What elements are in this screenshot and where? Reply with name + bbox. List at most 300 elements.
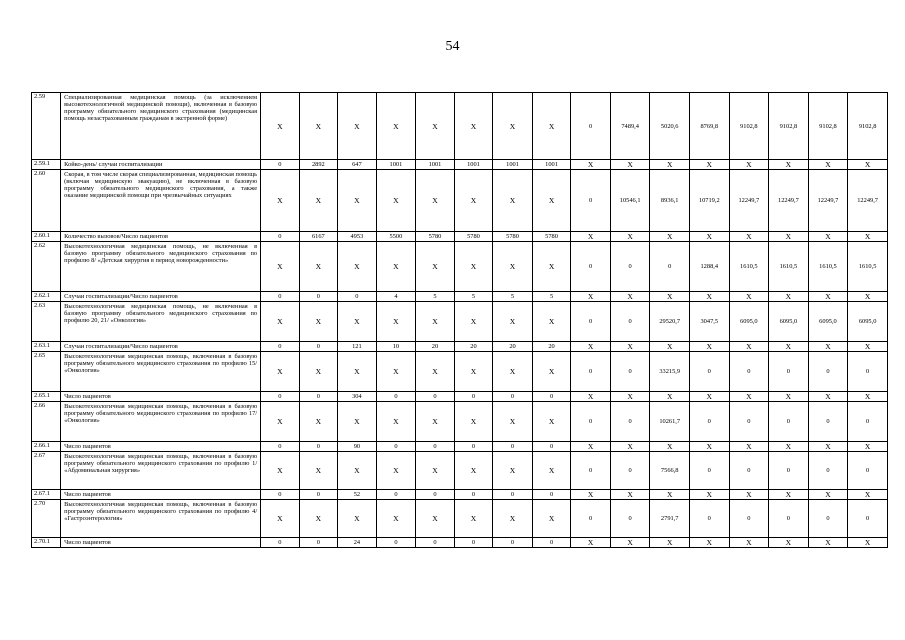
value-cell: 3047,5 — [690, 302, 730, 342]
value-cell: 1001 — [376, 160, 416, 170]
row-code: 2.59.1 — [32, 160, 61, 170]
value-cell: X — [261, 452, 300, 490]
value-cell: 12249,7 — [769, 170, 809, 232]
value-cell: X — [610, 538, 650, 548]
value-cell: 0 — [729, 452, 769, 490]
value-cell: X — [690, 160, 730, 170]
value-cell: 0 — [376, 392, 416, 402]
value-cell: 90 — [338, 442, 377, 452]
value-cell: X — [261, 352, 300, 392]
value-cell: X — [610, 490, 650, 500]
value-cell: X — [650, 232, 690, 242]
value-cell: X — [338, 402, 377, 442]
value-cell: X — [454, 352, 493, 392]
table-row — [32, 442, 888, 452]
value-cell: 0 — [299, 490, 338, 500]
value-cell: X — [808, 442, 848, 452]
row-code: 2.66 — [32, 402, 61, 442]
row-description: Число пациентов — [61, 538, 261, 548]
table-row — [32, 93, 888, 160]
value-cell: X — [729, 292, 769, 302]
value-cell: 0 — [571, 242, 611, 292]
value-cell: 5780 — [532, 232, 571, 242]
value-cell: X — [299, 170, 338, 232]
value-cell: 0 — [261, 392, 300, 402]
value-cell: X — [493, 242, 533, 292]
value-cell: X — [848, 442, 888, 452]
value-cell: X — [808, 342, 848, 352]
value-cell: 0 — [454, 490, 493, 500]
value-cell: 0 — [769, 402, 809, 442]
value-cell: X — [650, 442, 690, 452]
value-cell: 0 — [454, 392, 493, 402]
value-cell: 0 — [729, 500, 769, 538]
value-cell: 0 — [376, 538, 416, 548]
value-cell: X — [338, 242, 377, 292]
value-cell: 0 — [848, 352, 888, 392]
value-cell: X — [769, 342, 809, 352]
value-cell: X — [493, 500, 533, 538]
value-cell: X — [376, 352, 416, 392]
value-cell: 304 — [338, 392, 377, 402]
value-cell: X — [690, 538, 730, 548]
value-cell: X — [454, 452, 493, 490]
value-cell: 20 — [532, 342, 571, 352]
value-cell: 10719,2 — [690, 170, 730, 232]
value-cell: X — [729, 442, 769, 452]
value-cell: 0 — [769, 452, 809, 490]
value-cell: 9102,8 — [808, 93, 848, 160]
value-cell: X — [690, 442, 730, 452]
value-cell: X — [261, 242, 300, 292]
value-cell: X — [848, 392, 888, 402]
value-cell: 0 — [376, 442, 416, 452]
value-cell: X — [416, 93, 455, 160]
table-row — [32, 160, 888, 170]
value-cell: X — [416, 452, 455, 490]
value-cell: 0 — [610, 302, 650, 342]
value-cell: X — [690, 232, 730, 242]
value-cell: X — [454, 402, 493, 442]
value-cell: X — [769, 442, 809, 452]
value-cell: 0 — [848, 402, 888, 442]
value-cell: 29520,7 — [650, 302, 690, 342]
value-cell: X — [650, 160, 690, 170]
value-cell: X — [454, 93, 493, 160]
value-cell: X — [808, 160, 848, 170]
value-cell: X — [571, 538, 611, 548]
value-cell: 5500 — [376, 232, 416, 242]
value-cell: X — [493, 93, 533, 160]
value-cell: X — [808, 538, 848, 548]
row-code: 2.60.1 — [32, 232, 61, 242]
value-cell: 5780 — [454, 232, 493, 242]
value-cell: 9102,8 — [729, 93, 769, 160]
value-cell: 0 — [454, 538, 493, 548]
value-cell: 0 — [690, 352, 730, 392]
page-number: 54 — [445, 39, 460, 54]
value-cell: X — [650, 538, 690, 548]
row-description: Высокотехнологичная медицинская помощь, не включенная в базовую программу обязательного медицинского страхования по профилю 8/ «Детская хирургия в период новорожденности» — [61, 242, 261, 292]
value-cell: 6095,0 — [769, 302, 809, 342]
value-cell: X — [416, 352, 455, 392]
value-cell: 5 — [532, 292, 571, 302]
value-cell: 7566,8 — [650, 452, 690, 490]
value-cell: 0 — [493, 490, 533, 500]
value-cell: 0 — [571, 170, 611, 232]
value-cell: X — [454, 500, 493, 538]
value-cell: X — [493, 452, 533, 490]
value-cell: X — [848, 342, 888, 352]
value-cell: 0 — [571, 500, 611, 538]
value-cell: X — [532, 352, 571, 392]
value-cell: X — [299, 402, 338, 442]
value-cell: X — [690, 342, 730, 352]
value-cell: X — [610, 232, 650, 242]
row-code: 2.63 — [32, 302, 61, 342]
value-cell: 0 — [532, 490, 571, 500]
row-code: 2.66.1 — [32, 442, 61, 452]
value-cell: X — [532, 402, 571, 442]
value-cell: 5 — [493, 292, 533, 302]
value-cell: X — [729, 392, 769, 402]
value-cell: 0 — [532, 538, 571, 548]
value-cell: 4 — [376, 292, 416, 302]
row-description: Число пациентов — [61, 442, 261, 452]
row-code: 2.70.1 — [32, 538, 61, 548]
value-cell: 10261,7 — [650, 402, 690, 442]
row-description: Высокотехнологичная медицинская помощь, включенная в базовую программу обязательного медицинского страхования по профилю 17/ «Онкология» — [61, 402, 261, 442]
value-cell: X — [532, 242, 571, 292]
value-cell: 10546,1 — [610, 170, 650, 232]
value-cell: 9102,8 — [848, 93, 888, 160]
value-cell: 0 — [571, 402, 611, 442]
value-cell: 647 — [338, 160, 377, 170]
value-cell: 0 — [729, 352, 769, 392]
value-cell: 1001 — [416, 160, 455, 170]
value-cell: 121 — [338, 342, 377, 352]
value-cell: X — [493, 352, 533, 392]
value-cell: 10 — [376, 342, 416, 352]
value-cell: X — [848, 232, 888, 242]
value-cell: X — [493, 302, 533, 342]
row-description: Высокотехнологичная медицинская помощь, включенная в базовую программу обязательного медицинского страхования по профилю 15/ «Онкология» — [61, 352, 261, 392]
value-cell: X — [808, 490, 848, 500]
value-cell: X — [376, 402, 416, 442]
row-code: 2.65.1 — [32, 392, 61, 402]
value-cell: 0 — [571, 452, 611, 490]
value-cell: X — [571, 232, 611, 242]
value-cell: X — [532, 500, 571, 538]
table-row — [32, 170, 888, 232]
value-cell: X — [650, 292, 690, 302]
value-cell: X — [610, 392, 650, 402]
value-cell: X — [769, 538, 809, 548]
row-description: Случаи госпитализации/Число пациентов — [61, 342, 261, 352]
value-cell: X — [454, 170, 493, 232]
value-cell: 0 — [690, 402, 730, 442]
value-cell: X — [808, 292, 848, 302]
value-cell: 0 — [808, 452, 848, 490]
value-cell: 5020,6 — [650, 93, 690, 160]
value-cell: 0 — [299, 538, 338, 548]
value-cell: 0 — [808, 402, 848, 442]
value-cell: 20 — [416, 342, 455, 352]
value-cell: 0 — [610, 452, 650, 490]
value-cell: X — [261, 93, 300, 160]
value-cell: X — [610, 160, 650, 170]
value-cell: 0 — [848, 452, 888, 490]
value-cell: 0 — [493, 392, 533, 402]
value-cell: X — [532, 170, 571, 232]
value-cell: 0 — [261, 442, 300, 452]
value-cell: 0 — [690, 452, 730, 490]
value-cell: 24 — [338, 538, 377, 548]
value-cell: 6167 — [299, 232, 338, 242]
table-row — [32, 242, 888, 292]
value-cell: 0 — [532, 442, 571, 452]
value-cell: X — [338, 170, 377, 232]
value-cell: X — [376, 242, 416, 292]
value-cell: X — [261, 402, 300, 442]
value-cell: 0 — [261, 538, 300, 548]
value-cell: 0 — [416, 392, 455, 402]
row-description: Количество вызовов/Число пациентов — [61, 232, 261, 242]
value-cell: X — [338, 452, 377, 490]
row-code: 2.67.1 — [32, 490, 61, 500]
value-cell: X — [808, 392, 848, 402]
row-description: Специализированная медицинская помощь (за исключением высокотехнологичной медицинской помощи), включенная в базовую программу обязательного медицинского страхования (медицинская помощь незастрахованным гражданам в экстренной форме) — [61, 93, 261, 160]
value-cell: 1001 — [454, 160, 493, 170]
value-cell: X — [650, 392, 690, 402]
value-cell: 6095,0 — [848, 302, 888, 342]
table-row — [32, 352, 888, 392]
value-cell: 0 — [454, 442, 493, 452]
table-row — [32, 232, 888, 242]
table-body — [32, 93, 888, 548]
value-cell: 6095,0 — [808, 302, 848, 342]
row-description: Число пациентов — [61, 392, 261, 402]
row-code: 2.63.1 — [32, 342, 61, 352]
value-cell: X — [690, 292, 730, 302]
row-code: 2.70 — [32, 500, 61, 538]
value-cell: 1610,5 — [848, 242, 888, 292]
value-cell: 0 — [493, 442, 533, 452]
value-cell: X — [261, 302, 300, 342]
value-cell: X — [532, 93, 571, 160]
value-cell: 0 — [261, 342, 300, 352]
value-cell: X — [376, 93, 416, 160]
table-row — [32, 392, 888, 402]
value-cell: 0 — [769, 500, 809, 538]
value-cell: 0 — [376, 490, 416, 500]
value-cell: X — [729, 160, 769, 170]
value-cell: X — [729, 232, 769, 242]
value-cell: X — [299, 452, 338, 490]
value-cell: X — [571, 292, 611, 302]
value-cell: 1001 — [532, 160, 571, 170]
value-cell: 2791,7 — [650, 500, 690, 538]
value-cell: X — [690, 392, 730, 402]
value-cell: X — [769, 392, 809, 402]
table-row — [32, 500, 888, 538]
value-cell: 0 — [299, 292, 338, 302]
value-cell: X — [610, 342, 650, 352]
value-cell: X — [416, 302, 455, 342]
value-cell: X — [729, 490, 769, 500]
value-cell: 0 — [729, 402, 769, 442]
value-cell: 0 — [261, 232, 300, 242]
value-cell: 1610,5 — [808, 242, 848, 292]
row-code: 2.67 — [32, 452, 61, 490]
value-cell: X — [769, 232, 809, 242]
value-cell: 5 — [454, 292, 493, 302]
value-cell: 8936,1 — [650, 170, 690, 232]
value-cell: X — [650, 342, 690, 352]
value-cell: X — [299, 93, 338, 160]
value-cell: X — [650, 490, 690, 500]
value-cell: 12249,7 — [729, 170, 769, 232]
value-cell: X — [376, 500, 416, 538]
value-cell: 0 — [610, 402, 650, 442]
value-cell: 0 — [571, 302, 611, 342]
value-cell: X — [571, 160, 611, 170]
value-cell: X — [338, 352, 377, 392]
value-cell: 5780 — [493, 232, 533, 242]
table-row — [32, 342, 888, 352]
value-cell: 1288,4 — [690, 242, 730, 292]
table-row — [32, 402, 888, 442]
value-cell: 0 — [299, 392, 338, 402]
value-cell: X — [532, 452, 571, 490]
value-cell: X — [769, 292, 809, 302]
table-row — [32, 302, 888, 342]
value-cell: X — [848, 538, 888, 548]
value-cell: X — [769, 160, 809, 170]
row-description: Случаи госпитализации/Число пациентов — [61, 292, 261, 302]
value-cell: 0 — [261, 160, 300, 170]
row-description: Высокотехнологичная медицинская помощь, включенная в базовую программу обязательного медицинского страхования по профилю 4/ «Гастроэнтерология» — [61, 500, 261, 538]
row-description: Высокотехнологичная медицинская помощь, включенная в базовую программу обязательного медицинского страхования по профилю 1/ «Абдоминальная хирургия» — [61, 452, 261, 490]
value-cell: X — [729, 538, 769, 548]
value-cell: X — [848, 490, 888, 500]
value-cell: 0 — [299, 342, 338, 352]
value-cell: X — [808, 232, 848, 242]
value-cell: 20 — [454, 342, 493, 352]
value-cell: X — [769, 490, 809, 500]
value-cell: 2892 — [299, 160, 338, 170]
value-cell: X — [571, 392, 611, 402]
value-cell: X — [454, 302, 493, 342]
table-row — [32, 292, 888, 302]
value-cell: 0 — [808, 352, 848, 392]
value-cell: 0 — [769, 352, 809, 392]
value-cell: X — [299, 352, 338, 392]
value-cell: 0 — [532, 392, 571, 402]
value-cell: X — [416, 402, 455, 442]
value-cell: 0 — [690, 500, 730, 538]
value-cell: 20 — [493, 342, 533, 352]
value-cell: 0 — [493, 538, 533, 548]
value-cell: 0 — [416, 442, 455, 452]
value-cell: 0 — [848, 500, 888, 538]
value-cell: X — [338, 93, 377, 160]
budget-table — [31, 92, 888, 548]
value-cell: X — [376, 452, 416, 490]
table-row — [32, 490, 888, 500]
value-cell: 0 — [416, 538, 455, 548]
value-cell: X — [261, 170, 300, 232]
value-cell: X — [571, 490, 611, 500]
row-code: 2.62.1 — [32, 292, 61, 302]
value-cell: 1001 — [493, 160, 533, 170]
value-cell: X — [454, 242, 493, 292]
value-cell: 0 — [808, 500, 848, 538]
value-cell: X — [299, 302, 338, 342]
value-cell: 7489,4 — [610, 93, 650, 160]
value-cell: 6095,0 — [729, 302, 769, 342]
value-cell: 1610,5 — [729, 242, 769, 292]
value-cell: 12249,7 — [808, 170, 848, 232]
table-row — [32, 452, 888, 490]
value-cell: X — [416, 242, 455, 292]
value-cell: 0 — [571, 352, 611, 392]
value-cell: X — [848, 160, 888, 170]
value-cell: 0 — [610, 500, 650, 538]
value-cell: X — [299, 242, 338, 292]
value-cell: X — [571, 342, 611, 352]
value-cell: X — [848, 292, 888, 302]
row-description: Скорая, в том числе скорая специализированная, медицинская помощь (включая медицинскую эвакуацию), не включенная в базовую программу обязательного медицинского страхования, а также оказание медицинской помощи при чрезвычайных ситуациях — [61, 170, 261, 232]
value-cell: X — [416, 500, 455, 538]
value-cell: X — [571, 442, 611, 452]
value-cell: 12249,7 — [848, 170, 888, 232]
value-cell: 0 — [338, 292, 377, 302]
value-cell: 0 — [261, 292, 300, 302]
row-description: Число пациентов — [61, 490, 261, 500]
value-cell: 0 — [610, 242, 650, 292]
value-cell: X — [493, 170, 533, 232]
value-cell: X — [261, 500, 300, 538]
value-cell: X — [416, 170, 455, 232]
value-cell: X — [299, 500, 338, 538]
value-cell: 0 — [299, 442, 338, 452]
value-cell: 0 — [650, 242, 690, 292]
value-cell: X — [338, 302, 377, 342]
value-cell: X — [690, 490, 730, 500]
value-cell: X — [338, 500, 377, 538]
value-cell: X — [610, 292, 650, 302]
table-row — [32, 538, 888, 548]
value-cell: 8769,8 — [690, 93, 730, 160]
value-cell: X — [532, 302, 571, 342]
row-code: 2.65 — [32, 352, 61, 392]
value-cell: 0 — [261, 490, 300, 500]
value-cell: X — [493, 402, 533, 442]
value-cell: X — [376, 170, 416, 232]
value-cell: 0 — [416, 490, 455, 500]
row-code: 2.60 — [32, 170, 61, 232]
value-cell: 4953 — [338, 232, 377, 242]
value-cell: 1610,5 — [769, 242, 809, 292]
row-description: Высокотехнологичная медицинская помощь, не включенная в базовую программу обязательного медицинского страхования по профилю 20, 21/ «Онкология» — [61, 302, 261, 342]
value-cell: 5780 — [416, 232, 455, 242]
value-cell: 9102,8 — [769, 93, 809, 160]
value-cell: 52 — [338, 490, 377, 500]
value-cell: 0 — [571, 93, 611, 160]
value-cell: 5 — [416, 292, 455, 302]
value-cell: X — [610, 442, 650, 452]
